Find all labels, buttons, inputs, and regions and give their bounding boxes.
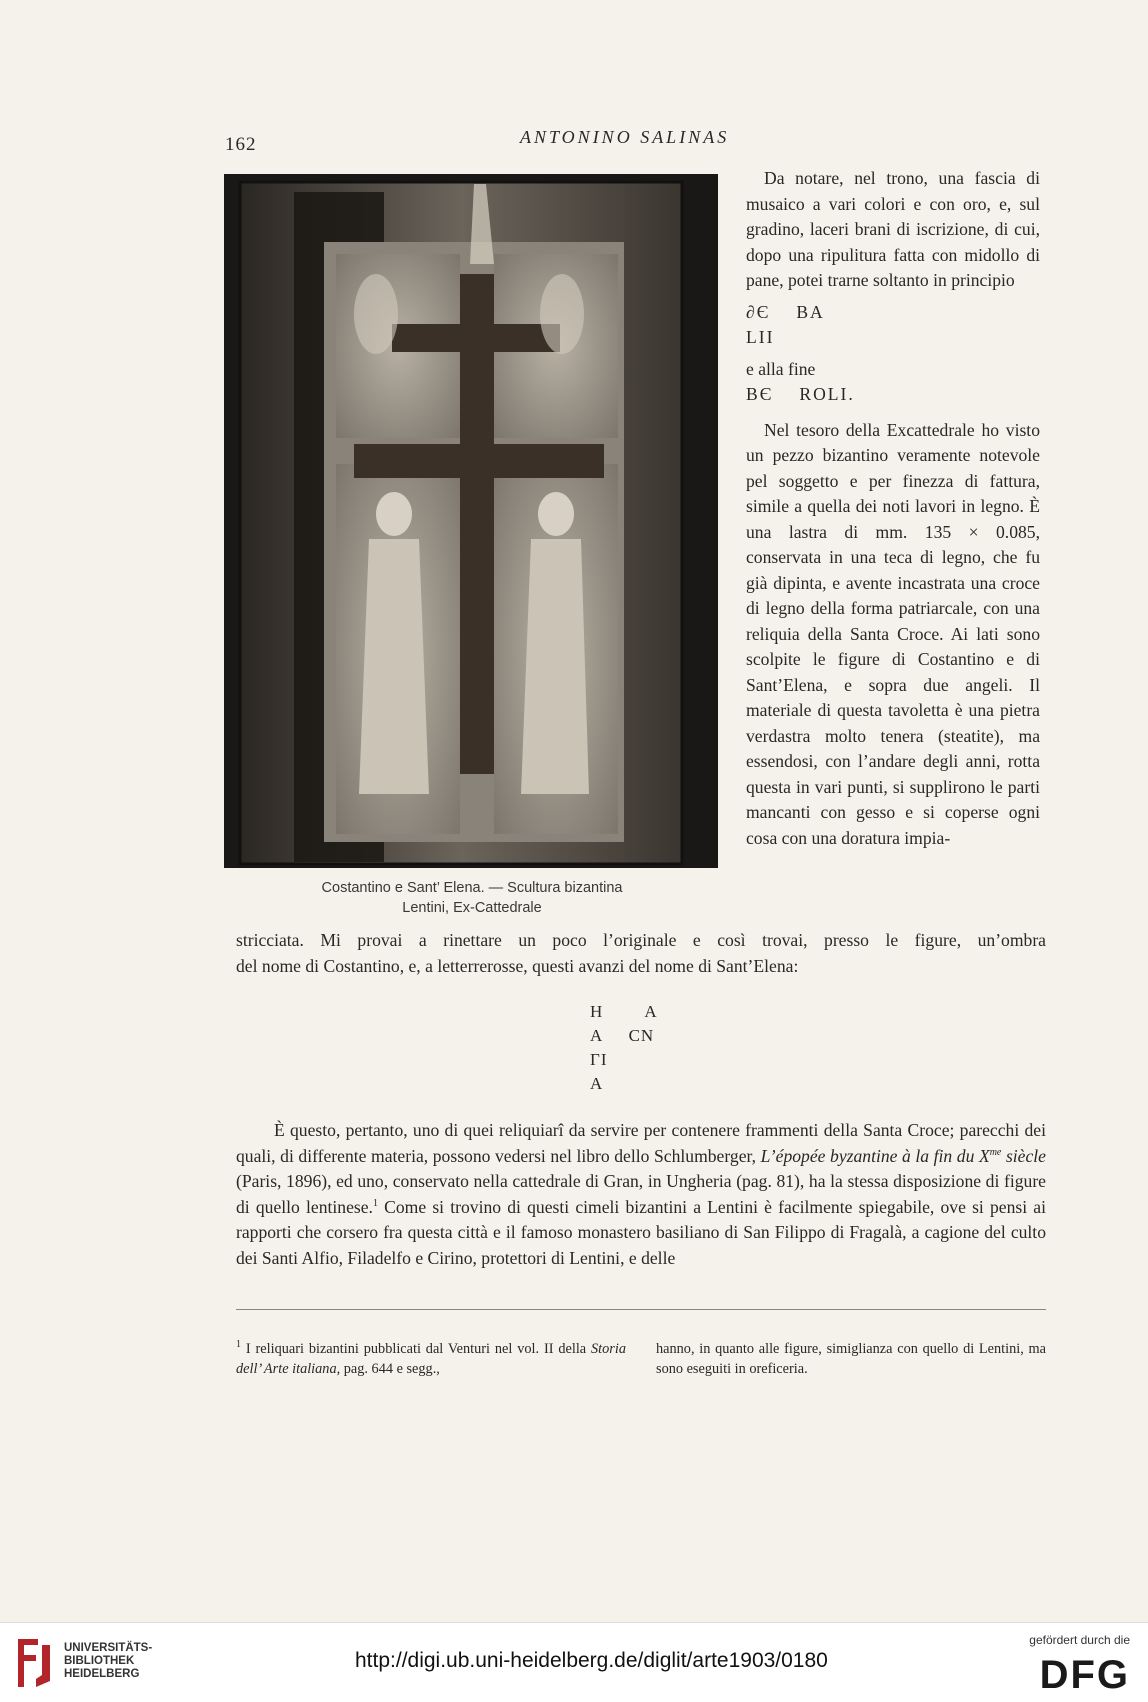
figure-caption [232, 878, 712, 918]
footnote-reference: 1 [372, 1197, 378, 1209]
inscription-3-a: BЄ [746, 384, 774, 404]
page-number: 162 [225, 134, 257, 155]
main-paragraph-body [236, 1118, 1046, 1271]
inscription-line-3 [746, 382, 1040, 408]
running-head: ANTONINO SALINAS [520, 127, 730, 147]
sponsor-text: gefördert durch die [1029, 1633, 1130, 1647]
book-title: L’épopée byzantine à la fin du $X^{me}$ siècle [760, 1145, 1046, 1166]
full-line-1: stricciata. Mi provai a rinettare un poco l’originale e così trovai, presso le figure, un’ombra [236, 930, 1046, 950]
footnotes [236, 1339, 1046, 1379]
main-part-1: È questo, pertanto, uno di quei reliquiarî da servire per contenere frammenti della Santa Croce; parecchi dei quali, di differente materia, possono vedersi nel libro dello Schlumberger, [236, 1120, 1046, 1166]
footnote-col-2: hanno, in quanto alle figure, simiglianza con quello di Lentini, ma sono eseguiti in oreficeria. [656, 1341, 1046, 1377]
greek-row-2: A CN [590, 1026, 655, 1045]
main-part-3: Come si trovino di questi cimeli bizantini a Lentini è facilmente spiegabile, ove si pensi ai rapporti che corsero fra questa città e il famoso monastero basiliano di San Filippo di Fragalà, a cagione del culto dei Santi Alfio, Filadelfo e Cirino, protettori di Lentini, e delle [236, 1196, 1046, 1268]
side-column-text [746, 166, 1040, 851]
main-part-2: (Paris, 1896), ed uno, conservato nella cattedrale di Gran, in Ungheria (pag. 81), ha la stessa disposizione di figure di quello lentinese. [236, 1171, 1046, 1217]
footnote-col-1: $^1$ I reliquari bizantini pubblicati dal Venturi nel vol. II della Storia dell’ Arte italiana, pag. 644 e segg., [236, 1339, 626, 1377]
inscription-line-2: LII [746, 327, 775, 347]
main-paragraph [236, 1118, 1046, 1271]
full-width-text [236, 928, 1046, 979]
caption-line-1: Costantino e Sant’ Elena. — Scultura bizantina [321, 880, 623, 896]
greek-row-3: ΓI [590, 1050, 608, 1069]
caption-line-2: Lentini, Ex-Cattedrale [402, 900, 542, 916]
inscription-1-b: BA [796, 301, 825, 322]
library-name[interactable]: UNIVERSITÄTS- BIBLIOTHEK HEIDELBERG [64, 1642, 153, 1680]
inscription-1-a: ∂Є [746, 301, 771, 322]
full-line-2: del nome di Costantino, e, a letterrerosse, questi avanzi del nome di Sant’Elena: [236, 955, 799, 976]
side-paragraph-2: Nel tesoro della Excattedrale ho visto un pezzo bizantino veramente notevole pel soggetto e per finezza di fattura, simile a quella dei noti lavori in legno. È una lastra di mm. 135 × 0.085, conservata in una teca di legno, che fu già dipinta, e avente incastrata una croce di legno della forma patriarcale, con una reliquia della Santa Croce. Ai lati sono scolpite le figure di Costantino e di Sant’Elena, e sopra due angeli. Il materiale di questa tavoletta è una pietra verdastra molto tenera (steatite), ma essendosi, con l’andare degli anni, rotta questa in vari punti, si supplirono le parti mancanti con gesso e si coperse ogni cosa con una doratura impia- [746, 419, 1040, 848]
viewer-footer [0, 1622, 1148, 1702]
e-alla-fine: e alla fine [746, 358, 816, 379]
greek-row-1: H A [590, 1002, 658, 1021]
relic-photograph [224, 174, 718, 868]
university-library-logo-icon[interactable] [14, 1635, 54, 1691]
carved-reliquary-image [224, 174, 718, 868]
inscription-block [746, 300, 1040, 351]
greek-row-4: A [590, 1074, 604, 1093]
greek-inscription [590, 1000, 658, 1096]
side-paragraph-1: Da notare, nel trono, una fascia di musaico a vari colori e con oro, e, sul gradino, laceri brani di iscrizione, di cui, dopo una ripulitura fatta con midollo di pane, potei trarne soltanto in principio [746, 168, 1040, 290]
inscription-line-1 [746, 300, 1040, 326]
permalink-url[interactable]: http://digi.ub.uni-heidelberg.de/diglit/arte1903/0180 [355, 1649, 828, 1672]
dfg-logo[interactable]: DFG [1039, 1653, 1130, 1697]
footnote-rule [236, 1309, 1046, 1310]
inscription-3-b: ROLI. [799, 384, 855, 404]
